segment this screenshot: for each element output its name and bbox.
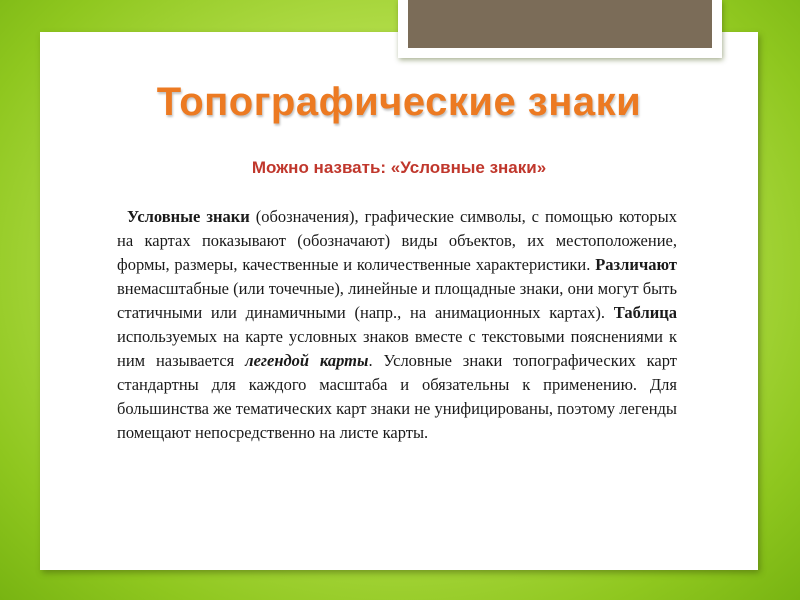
- paragraph-text: используемых на карте условных знаков вместе с текстовыми пояснениями к ним называется: [117, 327, 677, 370]
- body-paragraph: [117, 205, 677, 445]
- term-map-legend: легендой карты: [245, 351, 369, 370]
- corner-tab-fill: [408, 0, 712, 48]
- corner-tab-decoration: [398, 0, 722, 58]
- slide-subtitle: Можно назвать: «Условные знаки»: [251, 158, 547, 177]
- term-distinguish: Различают: [595, 255, 677, 274]
- slide-title: Топографические знаки: [156, 80, 642, 124]
- paragraph-text: . Условные знаки топографических карт стандартны для каждого масштаба и обязательны к применению. Для большинства же тематических карт знаки не унифицированы, поэтому легенды помещают непосредственно на листе карты.: [117, 351, 678, 442]
- paragraph-text: внемасштабные (или точечные), линейные и площадные знаки, они могут быть статичными или динамичными (напр., на анимационных картах).: [117, 279, 677, 322]
- paragraph-text: (обозначения), графические символы, с помощью которых на картах показывают (обозначают) виды объектов, их местоположение, формы, размеры, качественные и количественные характеристики.: [117, 207, 677, 274]
- term-table: Таблица: [613, 303, 677, 322]
- term-conventional-signs: Условные знаки: [127, 207, 250, 226]
